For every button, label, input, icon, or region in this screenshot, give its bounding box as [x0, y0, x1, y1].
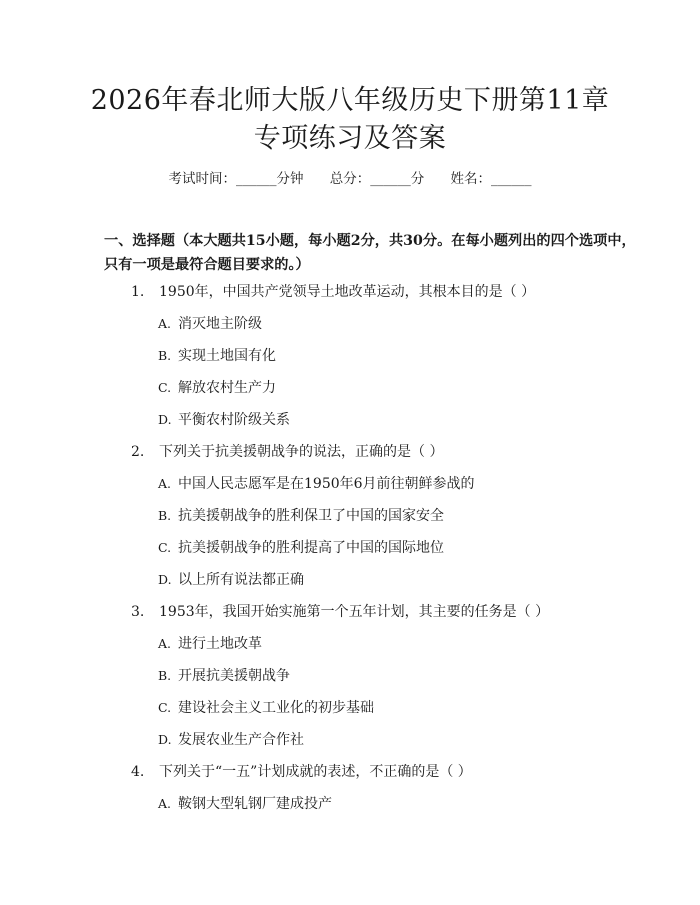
option-text: 进行土地改革 — [178, 636, 262, 652]
question-1-option-c — [158, 378, 276, 398]
question-3-option-a — [158, 634, 262, 654]
option-text: 平衡农村阶级关系 — [178, 412, 290, 428]
question-number: 3. — [131, 604, 145, 620]
option-text: 解放农村生产力 — [178, 380, 276, 396]
option-letter: C. — [158, 380, 172, 395]
question-1-option-b — [158, 346, 276, 366]
exam-time-field: 考试时间：______分钟 — [168, 171, 304, 187]
option-text: 消灭地主阶级 — [178, 316, 262, 332]
option-text: 发展农业生产合作社 — [178, 732, 304, 748]
document-title-line-1: 2026年春北师大版八年级历史下册第11章 — [90, 85, 610, 116]
option-letter: B. — [158, 508, 172, 523]
question-text: 下列关于抗美援朝战争的说法，正确的是（ ） — [159, 444, 444, 460]
question-3-option-c — [158, 698, 374, 718]
question-4-stem — [131, 762, 472, 782]
option-letter: D. — [158, 732, 172, 747]
question-3-option-b — [158, 666, 290, 686]
option-text: 建设社会主义工业化的初步基础 — [178, 700, 374, 716]
option-text: 抗美援朝战争的胜利保卫了中国的国家安全 — [178, 508, 444, 524]
question-number: 1. — [131, 284, 145, 300]
option-text: 中国人民志愿军是在1950年6月前往朝鲜参战的 — [178, 476, 475, 492]
question-text: 下列关于“一五”计划成就的表述，不正确的是（ ） — [159, 764, 472, 780]
question-3-option-d — [158, 730, 304, 750]
option-text: 抗美援朝战争的胜利提高了中国的国际地位 — [178, 540, 444, 556]
option-letter: B. — [158, 668, 172, 683]
question-4-option-a — [158, 794, 332, 814]
option-letter: D. — [158, 412, 172, 427]
question-number: 4. — [131, 764, 145, 780]
option-letter: C. — [158, 540, 172, 555]
question-1-stem — [131, 282, 535, 302]
question-text: 1953年，我国开始实施第一个五年计划，其主要的任务是（ ） — [159, 604, 550, 620]
question-2-option-d — [158, 570, 304, 590]
option-text: 鞍钢大型轧钢厂建成投产 — [178, 796, 332, 812]
section-heading-multiple-choice: 一、选择题（本大题共15小题，每小题2分，共30分。在每小题列出的四个选项中，只有一项是最符合题目要求的。） — [104, 233, 636, 273]
option-text: 开展抗美援朝战争 — [178, 668, 290, 684]
question-2-option-c — [158, 538, 444, 558]
question-2-option-a — [158, 474, 475, 494]
option-letter: A. — [158, 476, 172, 491]
option-letter: A. — [158, 316, 172, 331]
option-text: 实现土地国有化 — [178, 348, 276, 364]
option-letter: A. — [158, 636, 172, 651]
exam-info-bar — [0, 169, 700, 189]
option-letter: D. — [158, 572, 172, 587]
question-1-option-a — [158, 314, 262, 334]
option-text: 以上所有说法都正确 — [178, 572, 304, 588]
total-score-field: 总分：______分 — [329, 171, 425, 187]
option-letter: A. — [158, 796, 172, 811]
question-1-option-d — [158, 410, 290, 430]
option-letter: C. — [158, 700, 172, 715]
question-2-stem — [131, 442, 443, 462]
option-letter: B. — [158, 348, 172, 363]
question-3-stem — [131, 602, 549, 622]
question-2-option-b — [158, 506, 444, 526]
student-name-field: 姓名：______ — [450, 171, 532, 187]
document-title-line-2: 专项练习及答案 — [253, 123, 447, 154]
question-number: 2. — [131, 444, 145, 460]
question-text: 1950年，中国共产党领导土地改革运动，其根本目的是（ ） — [159, 284, 536, 300]
